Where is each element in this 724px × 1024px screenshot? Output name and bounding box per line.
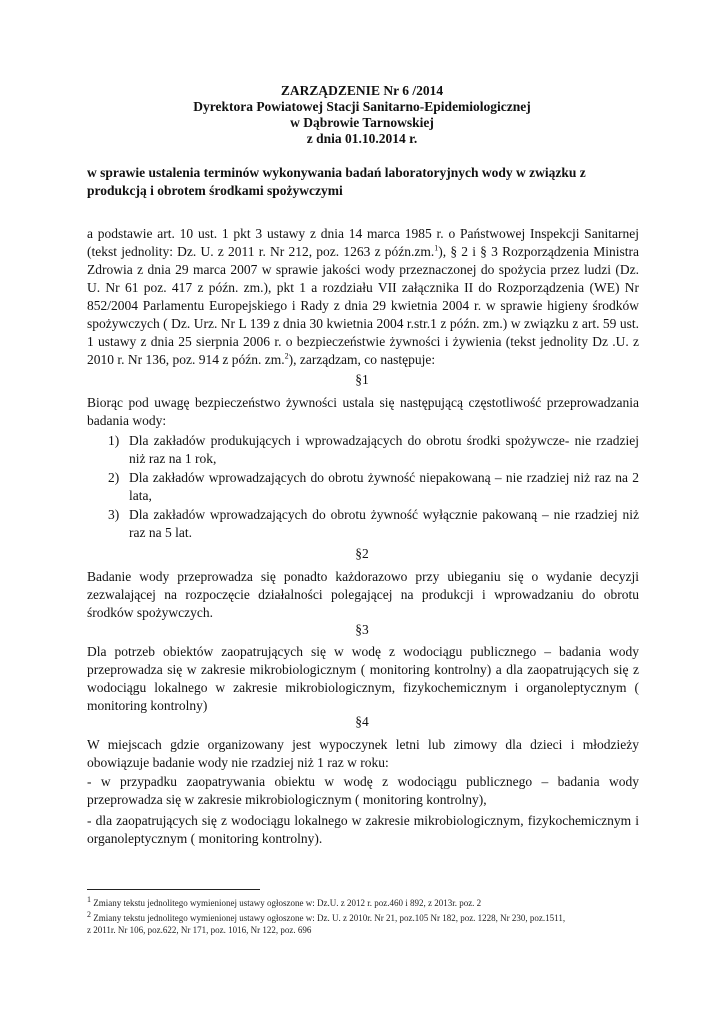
section-1-intro: Biorąc pod uwagę bezpieczeństwo żywności ustala się następującą częstotliwość przeprowadzania badania wody:: [87, 395, 639, 428]
issuer-line: Dyrektora Powiatowej Stacji Sanitarno-Epidemiologicznej: [193, 99, 531, 114]
document-subject: w sprawie ustalenia terminów wykonywania badań laboratoryjnych wody w związku z produkcją i obrotem środkami spożywczymi: [87, 165, 586, 198]
list-item-number: 2): [108, 470, 120, 485]
section-4-text: W miejscach gdzie organizowany jest wypoczynek letni lub zimowy dla dzieci i młodzieży obowiązuje badanie wody nie rzadziej niż 1 raz w roku:: [87, 737, 639, 770]
section-4-bullet-public: - w przypadku zaopatrywania obiektu w wodę z wodociągu publicznego – badania wody przeprowadza się w zakresie mikrobiologicznym ( monitoring kontrolny),: [87, 774, 639, 807]
footnote-text: Zmiany tekstu jednolitego wymienionej ustawy ogłoszone w: Dz.U. z 2012 r. poz.460 i 892, z 2013r. poz. 2: [91, 898, 482, 908]
date-line: z dnia 01.10.2014 r.: [306, 131, 418, 146]
section-4-heading: §4: [355, 714, 369, 729]
location-line: w Dąbrowie Tarnowskiej: [290, 115, 434, 130]
section-4-bullet-local: - dla zaopatrujących się z wodociągu lokalnego w zakresie mikrobiologicznym, fizykochemicznym i organoleptycznym ( monitoring kontrolny).: [87, 813, 639, 846]
section-1-heading: §1: [355, 372, 369, 387]
section-3-text: Dla potrzeb obiektów zaopatrujących się w wodę z wodociągu publicznego – badania wody przeprowadza się w zakresie mikrobiologicznym ( monitoring kontrolny) a dla zaopatrujących się z wodociągu lokalnego w zakresie mikrobiologicznym, fizykochemicznym i organoleptycznym ( monitoring kontrolny): [87, 644, 639, 713]
section-2-heading: §2: [355, 546, 369, 561]
footnote-1: [87, 897, 647, 909]
preamble-text-1: a podstawie art. 10 ust. 1 pkt 3 ustawy z dnia 14 marca 1985 r. o Państwowej Inspekcji Sanitarnej (tekst jednolity: Dz. U. z 2011 r. Nr 212, poz. 1263 z późn.zm.: [87, 226, 639, 259]
preamble-text-3: ), zarządzam, co następuje:: [288, 352, 436, 367]
preamble-text-2: ), § 2 i § 3 Rozporządzenia Ministra Zdrowia z dnia 29 marca 2007 w sprawie jakości wody przeznaczonej do spożycia przez ludzi (Dz. U. Nr 61 poz. 417 z późn. zm.), pkt 1 a rozdziału VII załącznika II do Rozporządzenia (WE) Nr 852/2004 Parlamentu Europejskiego i Rady z dnia 29 kwietnia 2004 r. w sprawie higieny środków spożywczych ( Dz. Urz. Nr L 139 z dnia 30 kwietnia 2004 r.str.1 z późn. zm.) w związku z art. 59 ust. 1 ustawy z dnia 25 sierpnia 2006 r. o bezpieczeństwie żywności i żywienia (tekst jednolity Dz .U. z 2010 r. Nr 136, poz. 914 z późn. zm.: [87, 244, 639, 367]
list-item-text: Dla zakładów wprowadzających do obrotu żywność niepakowaną – nie rzadziej niż raz na 2 lata,: [129, 470, 639, 503]
document-header: [0, 83, 724, 147]
footnote-mark: 1: [87, 895, 91, 904]
footnote-ref-1: 1: [434, 243, 439, 253]
list-item-number: 3): [108, 507, 120, 522]
footnote-divider: [87, 889, 260, 890]
list-item-number: 1): [108, 433, 120, 448]
preamble: [87, 225, 639, 369]
document-title: ZARZĄDZENIE Nr 6 /2014: [280, 83, 444, 98]
section-2-text: Badanie wody przeprowadza się ponadto każdorazowo przy ubieganiu się o wydanie decyzji zezwalającej na rozpoczęcie działalności polegającej na produkcji i wprowadzaniu do obrotu środków spożywczych.: [87, 569, 639, 620]
section-3-heading: §3: [355, 622, 369, 637]
list-item-text: Dla zakładów wprowadzających do obrotu żywność wyłącznie pakowaną – nie rzadziej niż raz na 5 lat.: [129, 507, 639, 540]
footnote-text-continued: z 2011r. Nr 106, poz.622, Nr 171, poz. 1016, Nr 122, poz. 696: [87, 925, 312, 935]
footnote-text: Zmiany tekstu jednolitego wymienionej ustawy ogłoszone w: Dz. U. z 2010r. Nr 21, poz.105 Nr 182, poz. 1228, Nr 230, poz.1511,: [91, 913, 566, 923]
footnote-ref-2: 2: [284, 351, 289, 361]
list-item-text: Dla zakładów produkujących i wprowadzających do obrotu środki spożywcze- nie rzadziej niż raz na 1 rok,: [129, 433, 639, 466]
footnote-mark: 2: [87, 910, 91, 919]
footnote-2: [87, 912, 647, 936]
